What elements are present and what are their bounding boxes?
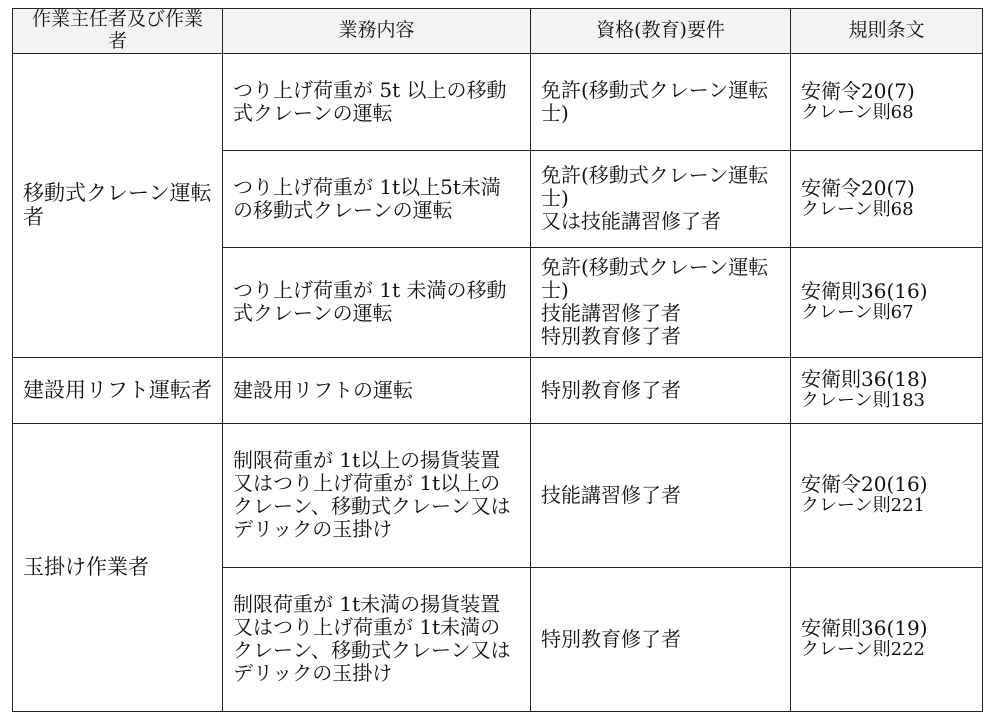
qualification-line: 技能講習修了者 [541,482,681,507]
qualification-line: 又は技能講習修了者 [541,209,721,234]
rule-secondary: クレーン則221 [801,495,925,517]
header-rule: 規則条文 [791,9,983,54]
rule-cell [791,423,983,567]
table-row [13,53,983,150]
qualification-cell [531,53,791,150]
rule-primary: 安衛令20(7) [801,78,915,103]
rule-primary: 安衛則36(19) [801,616,928,641]
role-cell: 建設用リフト運転者 [13,357,223,423]
qualification-line: 免許(移動式クレーン運転士) [541,255,769,303]
rule-secondary: クレーン則183 [801,390,925,412]
task-cell: 建設用リフトの運転 [223,357,531,423]
role-cell: 玉掛け作業者 [13,423,223,711]
qualification-cell [531,357,791,423]
rule-cell [791,357,983,423]
task-cell: つり上げ荷重が 1t以上5t未満の移動式クレーンの運転 [223,150,531,247]
task-cell: つり上げ荷重が 1t 未満の移動式クレーンの運転 [223,247,531,357]
rule-secondary: クレーン則222 [801,639,925,661]
rule-secondary: クレーン則68 [801,101,914,123]
role-cell: 移動式クレーン運転者 [13,53,223,357]
header-qualification: 資格(教育)要件 [531,9,791,54]
qualification-cell [531,423,791,567]
qualification-line: 特別教育修了者 [541,324,681,349]
rule-cell [791,567,983,711]
qualification-line: 免許(移動式クレーン運転士) [541,77,769,125]
qualification-table [12,8,983,712]
qualification-line: 特別教育修了者 [541,377,681,402]
table-row [13,423,983,567]
qualification-cell [531,247,791,357]
qualification-line: 特別教育修了者 [541,626,681,651]
qualification-line: 技能講習修了者 [541,301,681,326]
header-row [13,9,983,54]
rule-primary: 安衛令20(7) [801,175,915,200]
task-cell: 制限荷重が 1t以上の揚貨装置又はつり上げ荷重が 1t以上のクレーン、移動式クレーン又はデリックの玉掛け [223,423,531,567]
header-task: 業務内容 [223,9,531,54]
qualification-line: 免許(移動式クレーン運転士) [541,163,769,211]
qualification-cell [531,150,791,247]
task-cell: つり上げ荷重が 5t 以上の移動式クレーンの運転 [223,53,531,150]
rule-primary: 安衛令20(16) [801,472,928,497]
qualification-cell [531,567,791,711]
table-row [13,357,983,423]
rule-cell [791,150,983,247]
rule-primary: 安衛則36(18) [801,367,928,392]
header-role: 作業主任者及び作業者 [13,9,223,54]
rule-primary: 安衛則36(16) [801,279,928,304]
rule-cell [791,247,983,357]
rule-secondary: クレーン則68 [801,198,914,220]
rule-secondary: クレーン則67 [801,302,914,324]
rule-cell [791,53,983,150]
task-cell: 制限荷重が 1t未満の揚貨装置又はつり上げ荷重が 1t未満のクレーン、移動式クレーン又はデリックの玉掛け [223,567,531,711]
